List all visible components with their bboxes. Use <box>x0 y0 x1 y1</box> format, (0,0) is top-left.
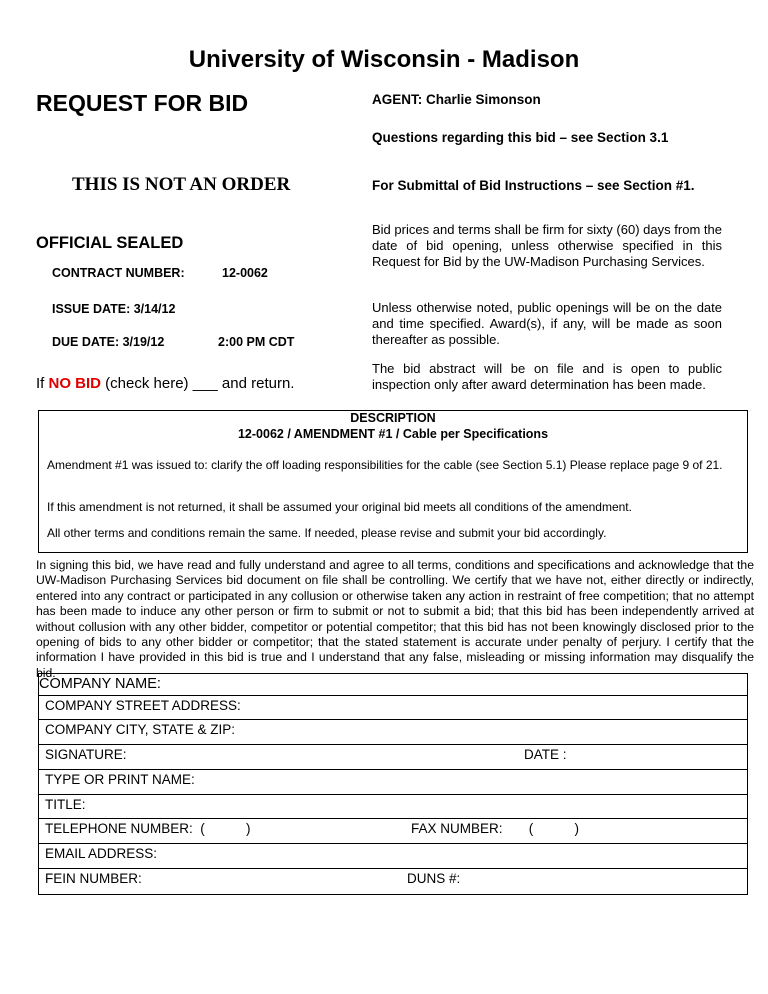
openings-notice: Unless otherwise noted, public openings will be on the date and time specified. Award(s), if any, will be made as soon thereafter as possible. <box>372 300 722 347</box>
official-sealed: OFFICIAL SEALED <box>36 234 184 252</box>
date-label: DATE : <box>524 747 567 762</box>
description-subheading: 12-0062 / AMENDMENT #1 / Cable per Specifications <box>237 427 549 441</box>
email-label: EMAIL ADDRESS: <box>45 846 158 861</box>
description-line-2: If this amendment is not returned, it shall be assumed your original bid meets all conditions of the amendment. <box>47 500 632 514</box>
duns-label: DUNS #: <box>407 871 461 886</box>
title-row[interactable] <box>39 795 747 819</box>
telephone-label: TELEPHONE NUMBER: ( ) <box>45 821 251 836</box>
submittal-line: For Submittal of Bid Instructions – see Section #1. <box>372 178 695 193</box>
print-name-row[interactable] <box>39 770 747 795</box>
due-date: DUE DATE: 3/19/12 <box>52 335 165 349</box>
issue-date: ISSUE DATE: 3/14/12 <box>52 302 176 316</box>
title-label: TITLE: <box>45 797 86 812</box>
no-bid-line <box>36 375 294 392</box>
description-line-3: All other terms and conditions remain the same. If needed, please revise and submit your bid accordingly. <box>47 526 607 540</box>
description-line-1: Amendment #1 was issued to: clarify the off loading responsibilities for the cable (see Section 5.1) Please replace page 9 of 21. <box>47 458 723 472</box>
abstract-notice: The bid abstract will be on file and is open to public inspection only after award determination has been made. <box>372 361 722 392</box>
city-row[interactable] <box>39 720 747 745</box>
document-type: REQUEST FOR BID <box>36 90 249 116</box>
no-bid-suffix: (check here) ___ and return. <box>101 375 295 392</box>
company-name-label: COMPANY NAME: <box>39 676 161 692</box>
not-an-order: THIS IS NOT AN ORDER <box>72 174 291 195</box>
company-name-row[interactable] <box>39 674 747 696</box>
street-row[interactable] <box>39 696 747 720</box>
certification-text: In signing this bid, we have read and fully understand and agree to all terms, conditions and specifications and acknowledge that the UW-Madison Purchasing Services bid document on file shall be controlling. We certify that we have not, either directly or indirectly, entered into any contract or participated in any collusion or otherwise taken any action in restraint of free competition; that no attempt has been made to induce any other person or firm to submit or not to submit a bid; that this bid has been independently arrived at without collusion with any other bidder, competitor or potential competitor; that this bid has not been knowingly disclosed prior to the opening of bids to any other bidder or competitor; that the stated statement is accurate under penalty of perjury. I certify that the information I have provided in this bid is true and I understand that any false, misleading or missing information may disqualify the bid. <box>36 558 754 680</box>
description-heading: DESCRIPTION <box>350 411 436 425</box>
signature-label: SIGNATURE: <box>45 747 127 762</box>
agent-line: AGENT: Charlie Simonson <box>372 92 541 107</box>
description-box <box>38 410 748 553</box>
street-label: COMPANY STREET ADDRESS: <box>45 698 241 713</box>
contract-number: 12-0062 <box>222 266 268 280</box>
questions-line: Questions regarding this bid – see Section 3.1 <box>372 130 669 145</box>
contract-label: CONTRACT NUMBER: <box>52 266 185 280</box>
no-bid-keyword: NO BID <box>48 375 102 392</box>
email-row[interactable] <box>39 844 747 869</box>
city-label: COMPANY CITY, STATE & ZIP: <box>45 722 236 737</box>
firm-notice: Bid prices and terms shall be firm for sixty (60) days from the date of bid opening, unless otherwise specified in this Request for Bid by the UW-Madison Purchasing Services. <box>372 222 722 269</box>
fein-duns-row[interactable] <box>39 869 747 895</box>
bidder-info-form <box>38 673 748 895</box>
signature-row[interactable] <box>39 745 747 770</box>
phone-fax-row[interactable] <box>39 819 747 844</box>
due-time: 2:00 PM CDT <box>218 335 295 349</box>
fein-label: FEIN NUMBER: <box>45 871 142 886</box>
fax-label: FAX NUMBER: ( ) <box>411 821 580 836</box>
print-name-label: TYPE OR PRINT NAME: <box>45 772 195 787</box>
no-bid-prefix: If <box>36 375 49 392</box>
page-title: University of Wisconsin - Madison <box>188 46 580 73</box>
